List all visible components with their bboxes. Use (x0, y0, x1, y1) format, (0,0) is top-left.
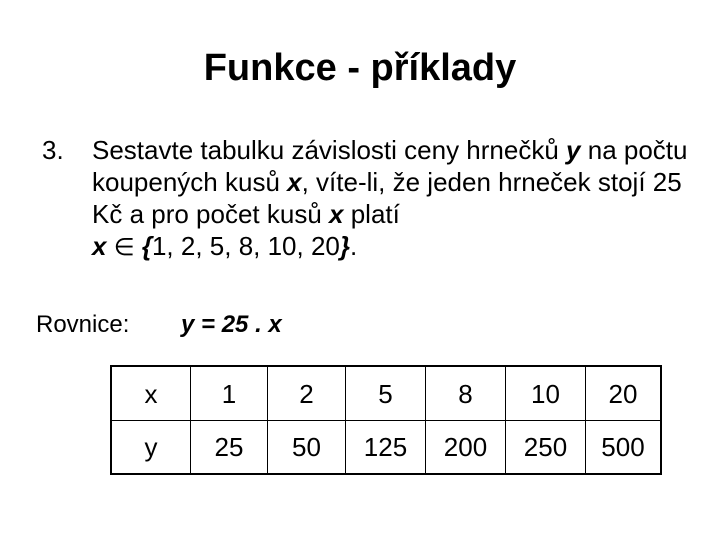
variable-x: x (92, 231, 107, 261)
task-block (42, 134, 702, 263)
table-cell: 10 (506, 366, 586, 421)
table-row-y (111, 421, 661, 475)
table-cell: 50 (268, 421, 346, 475)
table-cell: 200 (426, 421, 506, 475)
table-cell: 1 (191, 366, 268, 421)
variable-x: x (329, 199, 344, 229)
task-text-part-3: , víte-li, že jeden hrneček stojí 25 Kč a pro počet kusů (92, 167, 682, 229)
table-cell: 2 (268, 366, 346, 421)
set-close-brace: } (339, 231, 351, 261)
period: . (350, 231, 358, 261)
table-cell: 250 (506, 421, 586, 475)
equation-label: Rovnice: (36, 311, 130, 338)
table-row-x (111, 366, 661, 421)
set-open-brace: { (141, 231, 152, 261)
set-values: 1, 2, 5, 8, 10, 20 (151, 231, 340, 261)
table-cell: 25 (191, 421, 268, 475)
equation-formula: y = 25 . x (181, 311, 282, 338)
table-cell: x (111, 366, 191, 421)
table-cell: 20 (586, 366, 662, 421)
table-cell: 125 (346, 421, 426, 475)
table-cell: 8 (426, 366, 506, 421)
table-cell: y (111, 421, 191, 475)
task-text-part-4: platí (343, 199, 400, 229)
variable-y: y (566, 135, 581, 165)
variable-x: x (287, 167, 302, 197)
table-cell: 5 (346, 366, 426, 421)
task-text (92, 134, 702, 263)
task-text-part-1: Sestavte tabulku závislosti ceny hrnečků (92, 135, 567, 165)
table-cell: 500 (586, 421, 662, 475)
values-table (110, 365, 662, 475)
element-of-symbol: ∈ (113, 233, 135, 261)
task-number: 3. (42, 135, 64, 165)
task-text-part-2: na počtu koupených kusů (92, 135, 688, 197)
page-title: Funkce - příklady (203, 47, 517, 89)
